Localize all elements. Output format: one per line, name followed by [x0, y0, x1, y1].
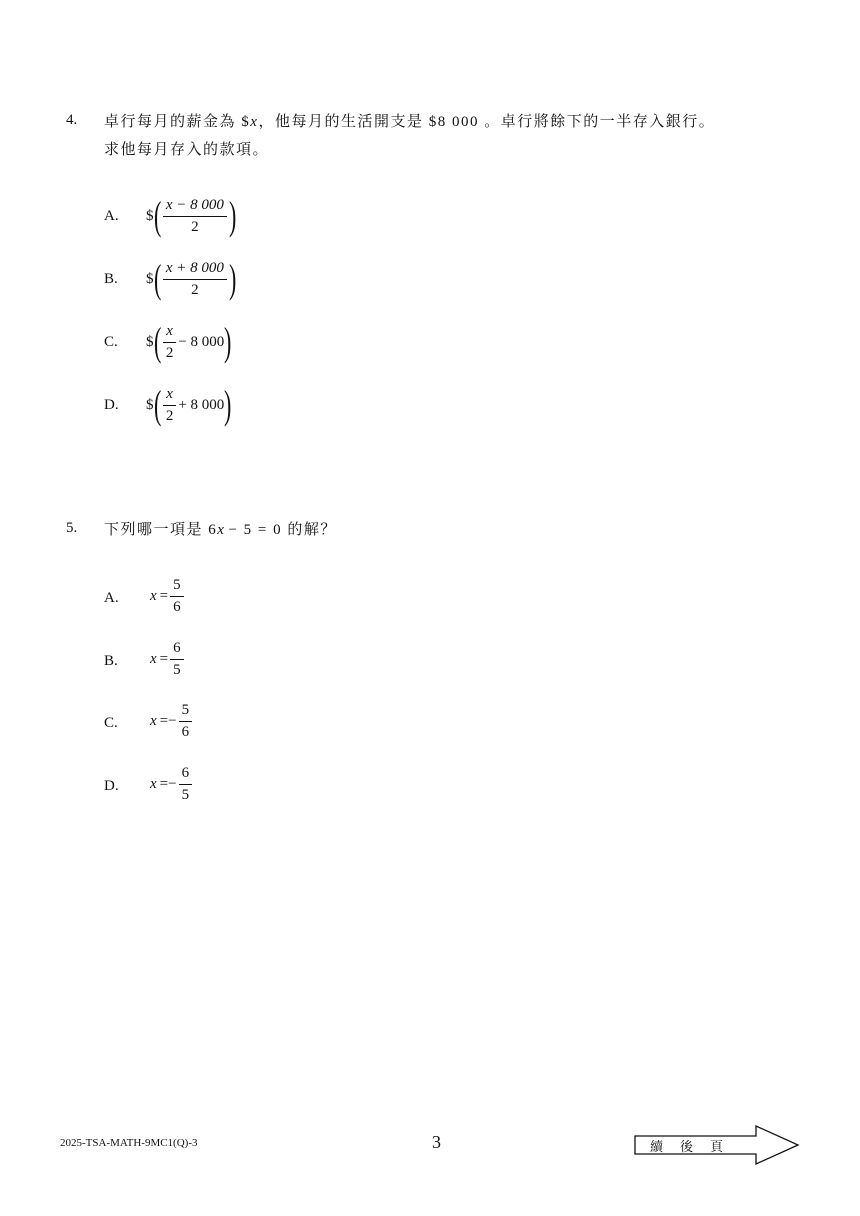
q5-option-a-eq: = [159, 588, 169, 604]
q4-option-d-dollar: $ [146, 396, 154, 413]
q4-option-a-letter: A. [104, 208, 119, 224]
q4-option-b-denominator: 2 [191, 281, 199, 298]
question-4-text-line2: 求他每月存入的款項。 [104, 142, 270, 158]
q5-option-b-eq: = [159, 651, 169, 667]
q4-expense: $8 000 [428, 114, 479, 130]
q4-text-c: 。卓行將餘下的一半存入銀行。 [484, 114, 716, 130]
q5-option-a-numerator: 5 [173, 577, 181, 593]
q4-text-a: 卓行每月的薪金為 [104, 114, 237, 130]
continue-label: 續 後 頁 [650, 1140, 726, 1155]
q4-option-c-tail: − 8 000 [178, 333, 225, 350]
q5-option-c-letter: C. [104, 715, 118, 731]
q5-option-a-expression[interactable] [150, 577, 186, 616]
question-5-number: 5. [66, 520, 78, 536]
q4-option-d-expression[interactable] [146, 382, 232, 427]
q4-option-b-letter: B. [104, 271, 118, 287]
q4-option-b-numerator: x + 8 000 [165, 259, 224, 276]
q5-option-d-fraction [179, 765, 193, 804]
q5-option-c-expression[interactable] [150, 702, 194, 741]
q5-option-d-sign: − [168, 776, 177, 792]
paper-code: 2025-TSA-MATH-9MC1(Q)-3 [60, 1137, 198, 1149]
q5-option-d-expression[interactable] [150, 765, 194, 804]
q5-option-a-denominator: 6 [173, 599, 181, 615]
right-paren-icon: ) [228, 256, 237, 301]
q5-option-b-denominator: 5 [173, 662, 181, 678]
q5-option-b-numerator: 6 [173, 640, 181, 656]
question-4-number: 4. [66, 112, 78, 128]
q5-option-b-expression[interactable] [150, 640, 186, 679]
q4-dollar: $ [241, 114, 251, 130]
q4-var-x: x [250, 114, 259, 130]
q5-option-a-lhs: x [150, 588, 157, 604]
q4-option-a-denominator: 2 [191, 218, 199, 235]
q4-option-d-denominator: 2 [165, 407, 174, 424]
q4-option-b-expression[interactable] [146, 256, 237, 301]
question-4-text-line1 [104, 110, 715, 134]
right-paren-icon: ) [224, 319, 232, 364]
q4-option-d-letter: D. [104, 397, 119, 413]
q5-option-a-letter: A. [104, 590, 119, 606]
q4-option-a-numerator: x − 8 000 [165, 196, 224, 213]
q4-option-d-numerator: x [166, 385, 173, 402]
q4-text-b: ，他每月的生活開支是 [258, 114, 424, 130]
q5-option-c-fraction [179, 702, 193, 741]
q4-option-c-numerator: x [166, 322, 173, 339]
q5-option-c-denominator: 6 [181, 724, 190, 740]
q4-option-a-dollar: $ [146, 207, 154, 224]
q4-option-c-expression[interactable] [146, 319, 232, 364]
q5-option-b-lhs: x [150, 651, 157, 667]
q4-option-d-fraction [163, 386, 177, 425]
q5-option-d-lhs: x [150, 776, 157, 792]
q5-text-a: 下列哪一項是 [104, 522, 204, 538]
q5-option-d-denominator: 5 [181, 787, 190, 803]
q4-option-b-dollar: $ [146, 270, 154, 287]
q4-option-a-expression[interactable] [146, 193, 237, 238]
q4-option-d-tail: + 8 000 [178, 396, 225, 413]
q5-option-c-lhs: x [150, 713, 157, 729]
q5-option-d-numerator: 6 [181, 765, 190, 781]
q5-option-b-fraction [170, 640, 184, 679]
q4-option-c-denominator: 2 [165, 344, 174, 361]
page-number: 3 [432, 1132, 441, 1152]
question-5-text [104, 518, 337, 542]
right-paren-icon: ) [228, 193, 237, 238]
left-paren-icon: ( [153, 193, 161, 238]
q5-text-b: 的解？ [287, 522, 337, 538]
q4-option-b-fraction [163, 260, 227, 299]
q5-option-c-eq: = [159, 713, 169, 729]
q5-option-a-fraction [170, 577, 184, 616]
q5-option-d-eq: = [159, 776, 169, 792]
q4-option-c-letter: C. [104, 334, 118, 350]
q4-option-c-dollar: $ [146, 333, 154, 350]
left-paren-icon: ( [153, 319, 161, 364]
q5-equation: 6x − 5 = 0 [208, 522, 283, 538]
q5-option-c-numerator: 5 [181, 702, 190, 718]
q4-option-a-fraction [163, 197, 227, 236]
q5-option-d-letter: D. [104, 778, 119, 794]
q5-option-c-sign: − [168, 713, 177, 729]
left-paren-icon: ( [153, 382, 161, 427]
right-paren-icon: ) [224, 382, 232, 427]
q5-option-b-letter: B. [104, 653, 118, 669]
q4-option-c-fraction [163, 323, 177, 362]
continue-arrow-button[interactable] [634, 1124, 802, 1166]
left-paren-icon: ( [153, 256, 161, 301]
